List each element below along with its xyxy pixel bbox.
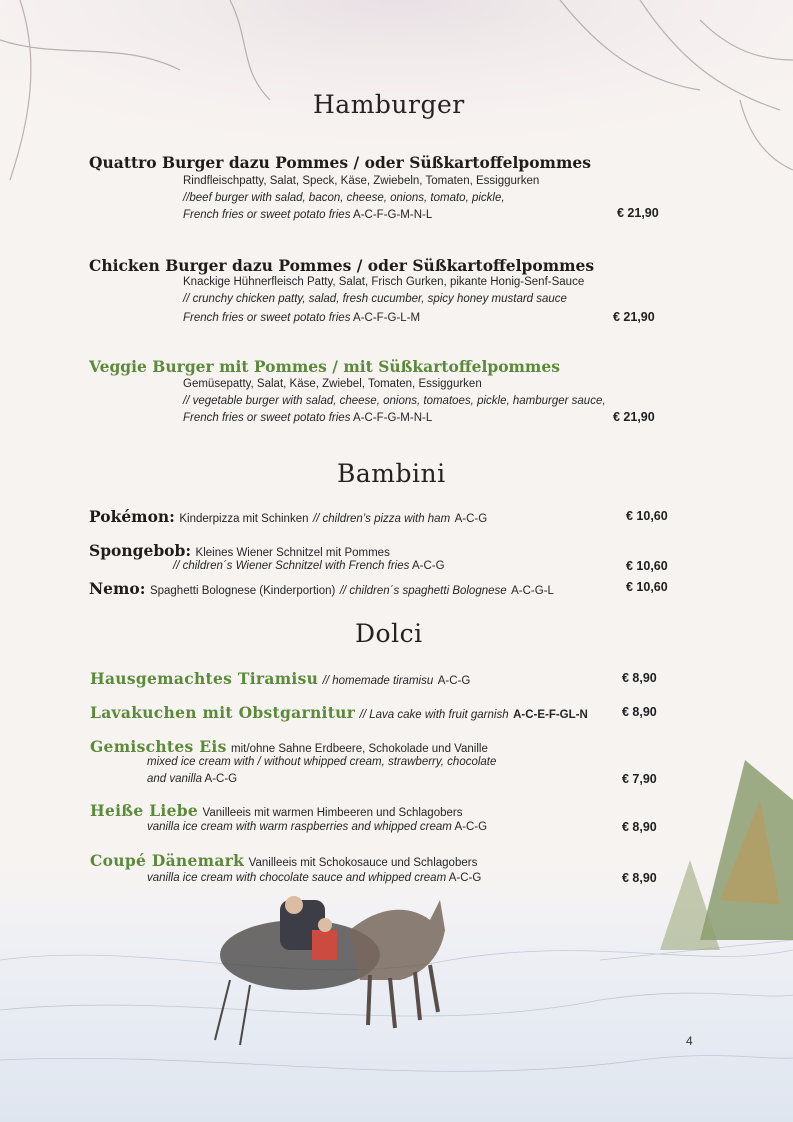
dessert-item-description-en: vanilla ice cream with chocolate sauce and whipped cream	[147, 872, 447, 884]
kids-item-description-en: // children’s pizza with ham	[312, 513, 451, 525]
dessert-item	[90, 669, 470, 689]
allergen-codes: A-C-F-G-M-N-L	[353, 209, 433, 221]
menu-item-fries-line	[183, 209, 432, 221]
kids-item-description-de: Kleines Wiener Schnitzel mit Pommes	[195, 547, 390, 559]
dessert-item	[90, 851, 477, 871]
dessert-item-price: € 7,90	[622, 772, 657, 786]
section-title-hamburger: Hamburger	[313, 90, 465, 119]
menu-item-description-en: // vegetable burger with salad, cheese, onions, tomatoes, pickle, hamburger sauce,	[183, 395, 606, 407]
dessert-item-description-en2: and vanilla	[147, 773, 202, 785]
menu-item-price: € 21,90	[613, 310, 655, 324]
allergen-codes: A-C-G	[454, 821, 488, 833]
dessert-item	[90, 703, 588, 723]
menu-item-name: Quattro Burger dazu Pommes / oder Süßkartoffelpommes	[89, 153, 591, 172]
kids-item-description-en: // children´s spaghetti Bolognese	[339, 585, 507, 597]
menu-item-description-de: Knackige Hühnerfleisch Patty, Salat, Frisch Gurken, pikante Honig-Senf-Sauce	[183, 276, 585, 288]
menu-item-fries-line	[183, 312, 420, 324]
section-title-dolci: Dolci	[355, 619, 423, 648]
dessert-item-name: Coupé Dänemark	[90, 851, 245, 870]
dessert-item-description-en: vanilla ice cream with warm raspberries and whipped cream	[147, 821, 452, 833]
allergen-codes: A-C-E-F-GL-N	[513, 709, 588, 721]
menu-item-description-en: //beef burger with salad, bacon, cheese, onions, tomato, pickle,	[183, 192, 505, 204]
kids-item-description-de: Kinderpizza mit Schinken	[179, 513, 309, 525]
kids-item-description-en: // children´s Wiener Schnitzel with French fries	[173, 560, 410, 572]
dessert-item-description-de: Vanilleeis mit Schokosauce und Schlagobers	[248, 857, 478, 869]
dessert-item-name: Lavakuchen mit Obstgarnitur	[90, 703, 356, 722]
menu-item-name: Veggie Burger mit Pommes / mit Süßkartoffelpommes	[89, 357, 560, 376]
allergen-codes: A-C-G	[448, 872, 482, 884]
allergen-codes: A-C-G	[454, 513, 488, 525]
dessert-item-description-en: // Lava cake with fruit garnish	[359, 709, 509, 721]
dessert-item-price: € 8,90	[622, 871, 657, 885]
dessert-item	[90, 737, 488, 757]
dessert-item-name: Heiße Liebe	[90, 801, 199, 820]
kids-item	[89, 541, 390, 561]
kids-item	[89, 507, 487, 527]
allergen-codes: A-C-G-L	[511, 585, 554, 597]
allergen-codes: A-C-F-G-L-M	[353, 312, 421, 324]
dessert-item-description-en: mixed ice cream with / without whipped cream, strawberry, chocolate	[147, 756, 497, 768]
dessert-item-line3	[147, 773, 237, 785]
allergen-codes: A-C-G	[437, 675, 471, 687]
kids-item-description-de: Spaghetti Bolognese (Kinderportion)	[149, 585, 336, 597]
dessert-item-price: € 8,90	[622, 705, 657, 719]
dessert-item-line2	[147, 821, 487, 833]
kids-item-name: Nemo:	[89, 579, 146, 598]
dessert-item-price: € 8,90	[622, 671, 657, 685]
menu-item-description-en: // crunchy chicken patty, salad, fresh cucumber, spicy honey mustard sauce	[183, 293, 567, 305]
allergen-codes: A-C-F-G-M-N-L	[353, 412, 433, 424]
menu-item-fries-line	[183, 412, 432, 424]
kids-item	[89, 579, 554, 599]
kids-item-name: Spongebob:	[89, 541, 192, 560]
page-number: 4	[686, 1034, 693, 1048]
dessert-item-description-de: Vanilleeis mit warmen Himbeeren und Schlagobers	[202, 807, 463, 819]
menu-item-price: € 21,90	[613, 410, 655, 424]
menu-item-description-de: Gemüsepatty, Salat, Käse, Zwiebel, Tomaten, Essiggurken	[183, 378, 482, 390]
menu-item-name: Chicken Burger dazu Pommes / oder Süßkartoffelpommes	[89, 256, 595, 275]
allergen-codes: A-C-G	[411, 560, 445, 572]
dessert-item-description-en: // homemade tiramisu	[322, 675, 434, 687]
kids-item-line2	[173, 560, 445, 572]
dessert-item-name: Hausgemachtes Tiramisu	[90, 669, 319, 688]
dessert-item	[90, 801, 462, 821]
fries-text: French fries or sweet potato fries	[183, 312, 351, 324]
menu-item-description-de: Rindfleischpatty, Salat, Speck, Käse, Zwiebeln, Tomaten, Essiggurken	[183, 175, 540, 187]
fries-text: French fries or sweet potato fries	[183, 412, 351, 424]
dessert-item-line2	[147, 872, 481, 884]
kids-item-price: € 10,60	[626, 559, 668, 573]
allergen-codes: A-C-G	[204, 773, 238, 785]
section-title-bambini: Bambini	[337, 459, 446, 488]
fries-text: French fries or sweet potato fries	[183, 209, 351, 221]
kids-item-name: Pokémon:	[89, 507, 175, 526]
menu-item-price: € 21,90	[617, 206, 659, 220]
kids-item-price: € 10,60	[626, 580, 668, 594]
dessert-item-name: Gemischtes Eis	[90, 737, 227, 756]
kids-item-price: € 10,60	[626, 509, 668, 523]
dessert-item-price: € 8,90	[622, 820, 657, 834]
dessert-item-description-de: mit/ohne Sahne Erdbeere, Schokolade und Vanille	[231, 743, 488, 755]
